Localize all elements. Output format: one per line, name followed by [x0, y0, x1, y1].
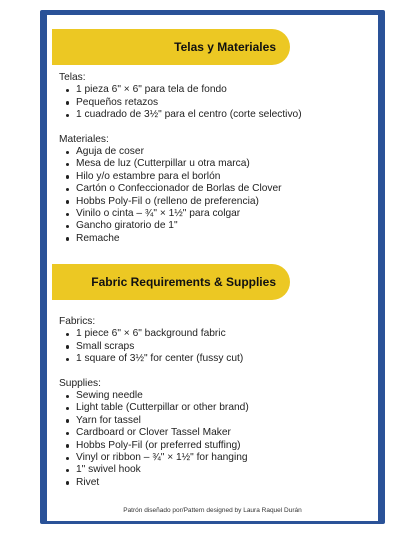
- list-item: Pequeños retazos: [59, 97, 369, 109]
- english-title: Fabric Requirements & Supplies: [91, 275, 276, 289]
- list-item: 1" swivel hook: [59, 464, 369, 476]
- list-item: Aguja de coser: [59, 146, 369, 158]
- english-section: [59, 316, 369, 489]
- list-item: 1 pieza 6" × 6" para tela de fondo: [59, 84, 369, 96]
- english-title-banner: [52, 264, 290, 300]
- english-supplies-label: Supplies:: [59, 377, 101, 389]
- list-item: Hobbs Poly-Fil o (relleno de preferencia): [59, 196, 369, 208]
- list-item: Light table (Cutterpillar or other brand): [59, 402, 369, 414]
- list-item: Yarn for tassel: [59, 415, 369, 427]
- list-item: Gancho giratorio de 1": [59, 220, 369, 232]
- english-supplies-list: [59, 390, 369, 489]
- spanish-fabrics-label: Telas:: [59, 72, 86, 83]
- spanish-supplies-label: Materiales:: [59, 133, 109, 145]
- spanish-title: Telas y Materiales: [174, 40, 276, 54]
- list-item: Sewing needle: [59, 390, 369, 402]
- pattern-credit: Patrón diseñado por/Pattern designed by Laura Raquel Durán: [123, 507, 302, 514]
- spanish-section: [59, 72, 369, 245]
- list-item: Remache: [59, 233, 369, 245]
- list-item: Hilo y/o estambre para el borlón: [59, 171, 369, 183]
- spanish-supplies-list: [59, 146, 369, 245]
- list-item: Hobbs Poly-Fil (or preferred stuffing): [59, 440, 369, 452]
- list-item: 1 square of 3½" for center (fussy cut): [59, 353, 369, 365]
- spanish-fabrics-list: [59, 84, 369, 121]
- list-item: Mesa de luz (Cutterpillar u otra marca): [59, 158, 369, 170]
- list-item: 1 piece 6" × 6" background fabric: [59, 328, 369, 340]
- english-fabrics-label: Fabrics:: [59, 316, 96, 327]
- list-item: Cartón o Confeccionador de Borlas de Clover: [59, 183, 369, 195]
- english-fabrics-list: [59, 328, 369, 365]
- list-item: Rivet: [59, 477, 369, 489]
- list-item: Small scraps: [59, 341, 369, 353]
- spanish-title-banner: [52, 29, 290, 65]
- list-item: 1 cuadrado de 3½" para el centro (corte selectivo): [59, 109, 369, 121]
- list-item: Cardboard or Clover Tassel Maker: [59, 427, 369, 439]
- list-item: Vinyl or ribbon – ¾" × 1½" for hanging: [59, 452, 369, 464]
- list-item: Vinilo o cinta – ¾" × 1½" para colgar: [59, 208, 369, 220]
